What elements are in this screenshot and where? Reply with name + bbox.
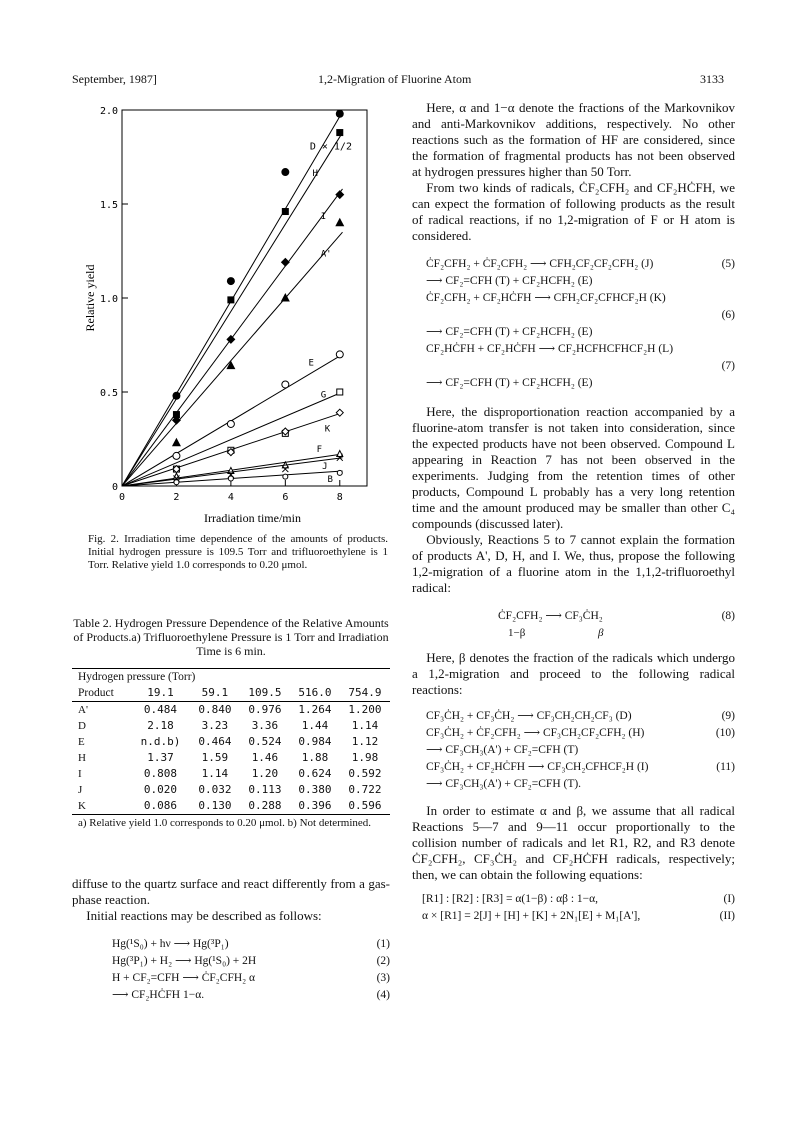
data-point [281,168,289,176]
data-point [336,110,344,118]
equation-number: (2) [376,955,390,967]
table-cell: 2.18 [147,719,174,732]
equation-number: (II) [719,910,735,922]
table-cell: n.d.b) [140,735,181,748]
table-cell-product: D [78,720,86,732]
series-label: B [327,475,333,486]
table-column-header: 754.9 [348,686,382,699]
reactions-9-11 [426,708,735,793]
equation-number: (8) [721,610,735,622]
data-point [227,296,234,303]
x-axis-label: Irradiation time/min [204,511,301,525]
y-tick-label: 0.5 [99,388,118,399]
table-column-header: Product [78,687,114,699]
data-point [335,190,344,199]
series-label: H [312,168,318,179]
equation-text: ⟶ CF₃CH₃(A') + CF₂=CFH (T) [426,744,579,756]
table-caption: Table 2. Hydrogen Pressure Dependence of the Relative Amounts of Products.a) Trifluoroethylene Pressure is 1 Torr and Irradiation Time is 6 min. [73,616,389,658]
series-label: I [320,212,327,223]
equation-line [426,375,735,392]
table-cell: 0.722 [348,783,382,796]
table-row [72,702,390,719]
table-cell: 1.59 [201,751,229,764]
equation-number: (6) [721,309,735,321]
equation-line [426,273,735,290]
table-cell-product: A' [78,704,88,716]
table-header-row [72,685,390,702]
data-point [337,389,343,395]
table-cell: 0.596 [348,799,382,812]
equation-text: α × [R1] = 2[J] + [H] + [K] + 2N₁[E] + M₁[A'], [422,910,641,922]
equation-text: Hg(³P₁) + H₂ ⟶ Hg(¹S₀) + 2H [112,955,257,967]
paragraph: Here, α and 1−α denote the fractions of the Markovnikov and anti-Markovnikov additions, respectively. No other reactions such as the formation of HF are considered, since the formation of fragmental products has not been observed at hydrogen pressures higher than 50 Torr. [412,100,735,179]
table-cell: 0.484 [143,703,178,716]
initial-reactions [112,936,390,1004]
table-cell: 0.524 [248,735,282,748]
data-point [281,258,290,267]
table-cell: 1.44 [301,719,329,732]
fit-line-h [122,133,343,486]
annotation: D × 1/2 [309,141,352,153]
equation-text: ⟶ CF₂HĊFH 1−α. [112,989,205,1001]
table-cell: 3.36 [251,719,279,732]
data-table [72,668,390,814]
running-head-date: September, 1987] [72,72,157,86]
paragraph: diffuse to the quartz surface and react differently from a gas-phase reaction. [72,876,390,907]
equation-line [422,891,735,908]
equation-number: (11) [716,761,735,773]
equation-number: (I) [723,893,735,905]
table-column-header: 516.0 [298,686,332,699]
reaction-8 [412,608,735,642]
table-cell: 0.464 [198,735,232,748]
series-label: J [322,462,328,473]
table-2 [72,616,390,830]
table-cell: 1.12 [351,735,379,748]
y-tick-label: 1.0 [99,294,118,305]
table-cell: 1.14 [351,719,379,732]
equation-text: ĊF₂CFH₂ + ĊF₂CFH₂ ⟶ CFH₂CF₂CF₂CFH₂ (J) [426,258,654,270]
equation-number: (1) [376,938,390,950]
figure-caption: Fig. 2. Irradiation time dependence of the amounts of products. Initial hydrogen pressure is 109.5 Torr and trifluoroethylene is 1 Torr. Relative yield 1.0 corresponds to 0.20 μmol. [88,533,388,571]
data-point [336,409,343,416]
equation-text: CF₃ĊH₂ + CF₃ĊH₂ ⟶ CF₃CH₂CH₂CF₃ (D) [426,710,632,722]
equation-line [426,776,735,793]
table-footnote: a) Relative yield 1.0 corresponds to 0.20 μmol. b) Not determined. [72,814,390,830]
table-top-header: Hydrogen pressure (Torr) [78,671,196,683]
equation-line [112,953,390,970]
table-row [72,750,390,766]
equation-line [426,290,735,307]
equation-line [112,987,390,1004]
equation-text: ⟶ CF₂=CFH (T) + CF₂HCFH₂ (E) [426,326,593,338]
table-cell: 0.020 [143,783,178,796]
table-column-header: 59.1 [201,686,229,699]
table-cell: 0.840 [198,703,232,716]
table-cell-product: H [78,752,86,764]
plot-frame [122,110,367,486]
x-tick-label: 0 [118,492,126,503]
y-axis-label: Relative yield [83,264,97,332]
equation-line [426,358,735,375]
x-tick-label: 6 [282,492,289,503]
paragraph: Obviously, Reactions 5 to 7 cannot explain the formation of products A', D, H, and I. We, thus, propose the following 1,2-migration of a fluorine atom in the 1,1,2-trifluoroethyl radical: [412,532,735,595]
table-column-header: 109.5 [248,686,282,699]
series-label: E [308,358,314,369]
data-point [174,480,179,485]
equation-text: CF₃ĊH₂ + CF₂HĊFH ⟶ CF₃CH₂CFHCF₂H (I) [426,761,649,773]
series-label: F [316,445,323,456]
table-cell: 1.37 [147,751,174,764]
equation-text: ⟶ CF₂=CFH (T) + CF₂HCFH₂ (E) [426,275,593,287]
equation-line [426,324,735,341]
table-cell: 0.113 [248,783,282,796]
table-cell: 0.984 [298,735,332,748]
table-cell-product: K [78,800,86,812]
data-point [336,129,343,136]
equation-line [426,256,735,273]
equation-text: ⟶ CF₃CH₃(A') + CF₂=CFH (T). [426,778,582,790]
table-cell-product: J [78,784,83,796]
table-cell: 0.130 [198,799,232,812]
equation-line [426,307,735,324]
data-point [335,218,344,227]
running-head-title: 1,2-Migration of Fluorine Atom [318,72,472,86]
series-label: G [320,390,327,401]
equation-line [426,725,735,742]
table-row [72,766,390,782]
equation-text: H + CF₂=CFH ⟶ ĊF₂CFH₂ α [112,972,256,984]
paragraph: From two kinds of radicals, ĊF₂CFH₂ and CF₂HĊFH, we can expect the formation of following products as the result of radical reactions, if no 1,2-migration of F or H atom is considered. [412,180,735,243]
table-cell: 1.20 [251,767,279,780]
table-cell: 1.200 [348,703,382,716]
data-point [227,420,234,427]
table-cell: 1.88 [301,751,329,764]
y-tick-label: 0 [111,482,118,493]
x-tick-label: 8 [336,492,343,503]
data-point [337,470,342,475]
fraction-label: 1−β [508,627,526,639]
table-row [72,782,390,798]
equation-number: (5) [721,258,735,270]
table-cell: 1.46 [251,751,279,764]
reactions-5-7 [426,256,735,392]
equation-number: (10) [715,727,735,739]
equation-line [112,970,390,987]
table-cell: 0.086 [143,799,178,812]
equation-text: CF₂HĊFH + CF₂HĊFH ⟶ CF₂HCFHCFHCF₂H (L) [426,343,674,355]
table-cell: 0.808 [143,767,178,780]
equation-number: (7) [721,360,735,372]
table-cell: 1.14 [201,767,229,780]
figure-2-chart [72,96,392,528]
equation-text: Hg(¹S₀) + hν ⟶ Hg(³P₁) [112,938,229,950]
right-column-text [412,100,735,925]
data-point [282,381,289,388]
equation-text: ĊF₂CFH₂ + CF₂HĊFH ⟶ CFH₂CF₂CFHCF₂H (K) [426,292,666,304]
table-cell: 0.380 [298,783,332,796]
paragraph: Here, the disproportionation reaction accompanied by a fluorine-atom transfer is not taken into consideration, since the expected products have not been observed. Compound L appearing in Reaction 7 has not been observed in the experiments. Judging from the retention times of other products, Compound L probably has a very long retention time and the amount produced may be smaller than other C₄ compounds (discussed later). [412,404,735,531]
series-label: A' [320,249,332,260]
table-column-header: 19.1 [147,686,174,699]
equation-line [422,908,735,925]
equation-line [112,936,390,953]
table-cell: 3.23 [201,719,229,732]
paragraph: Here, β denotes the fraction of the radicals which undergo a 1,2-migration and proceed to the following radical reactions: [412,650,735,697]
equation-line [426,759,735,776]
equation-number: (3) [376,972,390,984]
table-row [72,734,390,750]
x-tick-label: 4 [227,492,234,503]
y-tick-label: 1.5 [99,200,118,211]
series-label: K [324,424,331,435]
table-cell: 0.396 [298,799,332,812]
equation-text: CF₃ĊH₂ + ĊF₂CFH₂ ⟶ CF₃CH₂CF₂CFH₂ (H) [426,727,645,739]
paragraph: In order to estimate α and β, we assume that all radical Reactions 5—7 and 9—11 occur proportionally to the collision number of radicals and let R1, R2, and R3 denote ĊF₂CFH₂, CF₃ĊH₂ and CF₂HĊFH radicals, respectively; then, we can obtain the following equations: [412,803,735,882]
data-point [336,351,343,358]
data-point [282,208,289,215]
data-point [173,452,180,459]
data-point [228,476,233,481]
paragraph: Initial reactions may be described as follows: [86,908,322,923]
y-tick-label: 2.0 [99,106,118,117]
equation-number: (9) [721,710,735,722]
rate-equations [422,891,735,925]
left-column-text [72,876,390,1004]
table-cell: 1.264 [298,703,332,716]
data-point [172,438,181,447]
equation-line [426,341,735,358]
table-cell: 0.624 [298,767,332,780]
equation-text: ĊF₂CFH₂ ⟶ CF₃ĊH₂ [498,610,603,622]
table-cell-product: E [78,736,85,748]
table-cell: 0.592 [348,767,382,780]
equation-line [426,742,735,759]
table-cell: 1.98 [351,751,379,764]
equation-text: ⟶ CF₂=CFH (T) + CF₂HCFH₂ (E) [426,377,593,389]
x-tick-label: 2 [173,492,180,503]
table-cell: 0.976 [248,703,282,716]
table-row [72,718,390,734]
equation-line [426,708,735,725]
data-point [283,474,288,479]
equation-number: (4) [376,989,390,1001]
table-row [72,798,390,814]
table-cell-product: I [78,768,82,780]
fraction-label: β [598,627,604,639]
table-cell: 0.032 [198,783,232,796]
equation-text: [R1] : [R2] : [R3] = α(1−β) : αβ : 1−α, [422,893,599,905]
data-point [226,335,235,344]
table-cell: 0.288 [248,799,282,812]
data-point [227,277,235,285]
page-number: 3133 [700,72,724,86]
